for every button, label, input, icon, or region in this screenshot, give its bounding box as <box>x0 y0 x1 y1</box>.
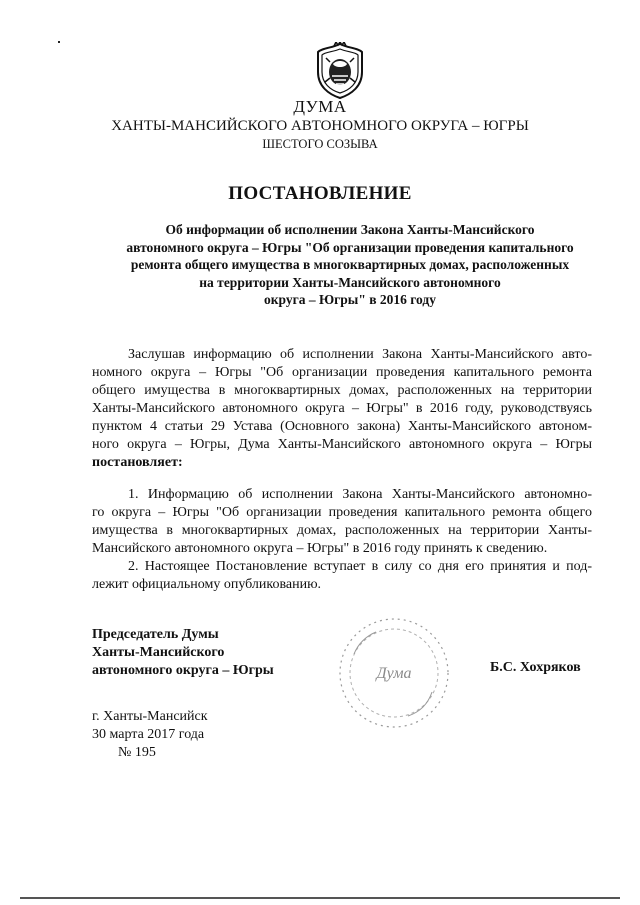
item-1-line: Мансийского автономного округа – Югры" в 2016 году принять к сведению. <box>92 541 548 556</box>
document-footer <box>92 708 208 762</box>
issue-date: 30 марта 2017 года <box>92 727 205 742</box>
preamble-paragraph <box>92 346 592 472</box>
item-2-line: лежит официальному опубликованию. <box>92 577 322 592</box>
subject-line: автономного округа – Югры "Об организации проведения капитального <box>126 239 574 255</box>
item-1-line: го округа – Югры "Об организации проведения капитального ремонта общего <box>92 505 592 520</box>
item-1-line: 1. Информацию об исполнении Закона Ханты-Мансийского автономно- <box>128 487 592 502</box>
scan-speck <box>58 41 60 43</box>
subject-line: округа – Югры" в 2016 году <box>263 292 436 307</box>
preamble-line: пунктом 4 статьи 29 Устава (Основного закона) Ханты-Мансийского автоном- <box>92 419 592 434</box>
document-subject <box>110 221 590 309</box>
preamble-line: Ханты-Мансийского автономного округа – Югры" в 2016 году, руководствуясь <box>92 401 592 416</box>
item-2 <box>92 558 592 594</box>
stamp-text: Дума <box>376 665 412 682</box>
coat-of-arms-icon <box>312 42 368 100</box>
preamble-line: ного округа – Югры, Дума Ханты-Мансийского автономного округа – Югры <box>92 437 592 452</box>
document-number: № 195 <box>118 745 156 760</box>
signatory-title <box>92 626 274 680</box>
subject-line: Об информации об исполнении Закона Ханты-Мансийского <box>165 222 535 237</box>
resolves-word: постановляет: <box>92 455 183 470</box>
official-stamp <box>336 614 452 732</box>
preamble-line: общего имущества в многоквартирных домах, расположенных на территории <box>92 383 592 398</box>
item-1-line: имущества в многоквартирных домах, расположенных на территории Ханты- <box>92 523 592 538</box>
item-2-line: 2. Настоящее Постановление вступает в силу со дня его принятия и под- <box>128 559 592 574</box>
signatory-title-line: автономного округа – Югры <box>92 663 274 678</box>
signatory-title-line: Ханты-Мансийского <box>92 645 225 660</box>
item-1 <box>92 486 592 558</box>
scan-edge-line <box>20 897 620 899</box>
subject-line: ремонта общего имущества в многоквартирных домах, расположенных <box>130 257 570 272</box>
place-of-issue: г. Ханты-Мансийск <box>92 709 208 724</box>
org-title: ДУМА <box>293 97 347 116</box>
preamble-line: номного округа – Югры "Об организации проведения капитального ремонта <box>92 365 592 380</box>
region-title: ХАНТЫ-МАНСИЙСКОГО АВТОНОМНОГО ОКРУГА – ЮГРЫ <box>111 118 529 134</box>
signatory-name: Б.С. Хохряков <box>490 660 581 675</box>
convocation: ШЕСТОГО СОЗЫВА <box>262 137 378 151</box>
signatory-title-line: Председатель Думы <box>92 627 219 642</box>
preamble-line: Заслушав информацию об исполнении Закона Ханты-Мансийского авто- <box>128 347 592 362</box>
subject-line: на территории Ханты-Мансийского автономного <box>199 274 501 290</box>
document-type: ПОСТАНОВЛЕНИЕ <box>228 183 412 204</box>
